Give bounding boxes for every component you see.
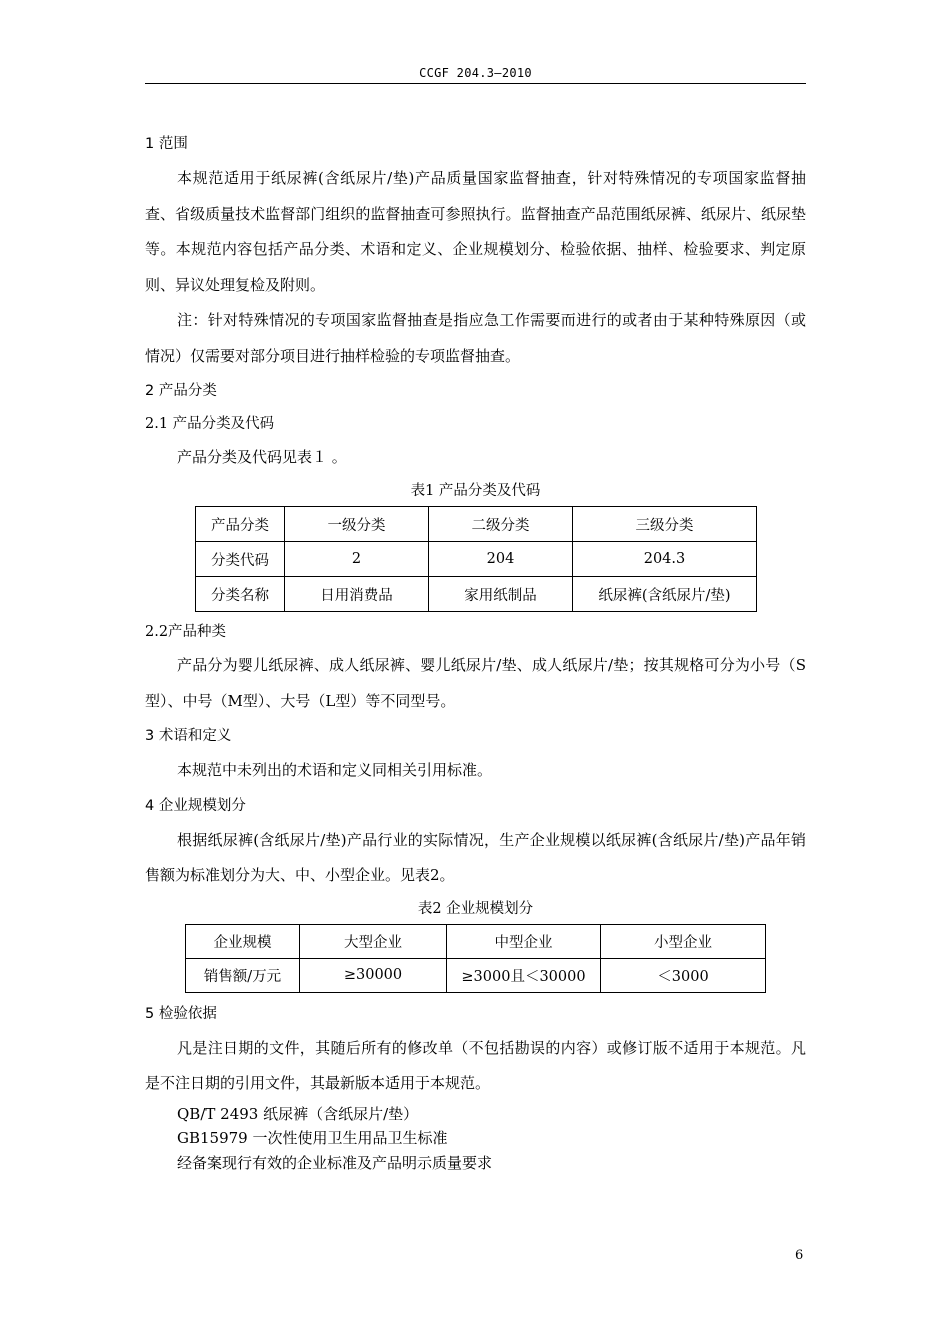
table-cell: 小型企业: [601, 924, 766, 958]
table-row: [196, 542, 757, 577]
table-row: [196, 577, 757, 612]
table-cell: 产品分类: [196, 507, 285, 542]
table-cell: 家用纸制品: [429, 577, 573, 612]
table-cell: 纸尿裤(含纸尿片/垫): [573, 577, 757, 612]
section-2-2-paragraph: 产品分为婴儿纸尿裤、成人纸尿裤、婴儿纸尿片/垫、成人纸尿片/垫；按其规格可分为小号（S型）、中号（M型）、大号（L型）等不同型号。: [145, 656, 806, 710]
section-2-title: 2 产品分类: [145, 383, 217, 399]
section-4-title: 4 企业规模划分: [145, 797, 246, 814]
table-cell: 中型企业: [447, 924, 601, 958]
table-cell: 分类名称: [196, 577, 285, 612]
table-row: [186, 958, 766, 992]
table-cell: 分类代码: [196, 542, 285, 577]
table-cell: 2: [285, 542, 429, 577]
reference-item: GB15979 一次性使用卫生用品卫生标准: [177, 1129, 448, 1147]
table-row: [186, 924, 766, 958]
table-cell: 204: [429, 542, 573, 577]
table-cell: 204.3: [573, 542, 757, 577]
table-1: [195, 506, 757, 612]
table-2: [185, 924, 766, 993]
table-cell: ≥3000且＜30000: [447, 958, 601, 992]
reference-item: 经备案现行有效的企业标准及产品明示质量要求: [177, 1153, 493, 1172]
section-1-note: 注：针对特殊情况的专项国家监督抽查是指应急工作需要而进行的或者由于某种特殊原因（或情况）仅需要对部分项目进行抽样检验的专项监督抽查。: [145, 311, 806, 365]
table-cell: 一级分类: [285, 507, 429, 542]
section-2-1-title: 2.1 产品分类及代码: [145, 416, 275, 432]
table-cell: 日用消费品: [285, 577, 429, 612]
table-cell: ≥30000: [300, 958, 447, 992]
reference-item: QB/T 2493 纸尿裤（含纸尿片/垫）: [177, 1104, 419, 1123]
section-1-paragraph: 本规范适用于纸尿裤(含纸尿片/垫)产品质量国家监督抽查，针对特殊情况的专项国家监督抽查、省级质量技术监督部门组织的监督抽查可参照执行。监督抽查产品范围纸尿裤、纸尿片、纸尿垫等。本规范内容包括产品分类、术语和定义、企业规模划分、检验依据、抽样、检验要求、判定原则、异议处理复检及附则。: [145, 169, 806, 294]
document-body: [145, 127, 806, 1175]
section-1-title: 1 范围: [145, 136, 188, 152]
section-3-title: 3 术语和定义: [145, 728, 232, 744]
section-3-paragraph: 本规范中未列出的术语和定义同相关引用标准。: [177, 761, 493, 779]
table-1-caption: 表1 产品分类及代码: [410, 483, 541, 499]
table-row: [196, 507, 757, 542]
section-5-title: 5 检验依据: [145, 1005, 217, 1022]
section-2-2-title: 2.2产品种类: [145, 624, 227, 640]
table-2-caption: 表2 企业规模划分: [417, 900, 534, 917]
table-cell: 二级分类: [429, 507, 573, 542]
section-2-1-paragraph: 产品分类及代码见表１ 。: [177, 448, 347, 466]
section-5-paragraph: 凡是注日期的文件，其随后所有的修改单（不包括勘误的内容）或修订版不适用于本规范。凡是不注日期的引用文件，其最新版本适用于本规范。: [145, 1038, 806, 1092]
table-cell: 大型企业: [300, 924, 447, 958]
running-header: CCGF 204.3—2010: [419, 66, 532, 80]
page-number: 6: [795, 1248, 804, 1263]
table-cell: ＜3000: [601, 958, 766, 992]
table-cell: 三级分类: [573, 507, 757, 542]
table-cell: 企业规模: [186, 924, 300, 958]
header-rule: [145, 83, 806, 84]
table-cell: 销售额/万元: [186, 958, 300, 992]
section-4-paragraph: 根据纸尿裤(含纸尿片/垫)产品行业的实际情况，生产企业规模以纸尿裤(含纸尿片/垫)产品年销售额为标准划分为大、中、小型企业。见表2。: [145, 830, 806, 884]
